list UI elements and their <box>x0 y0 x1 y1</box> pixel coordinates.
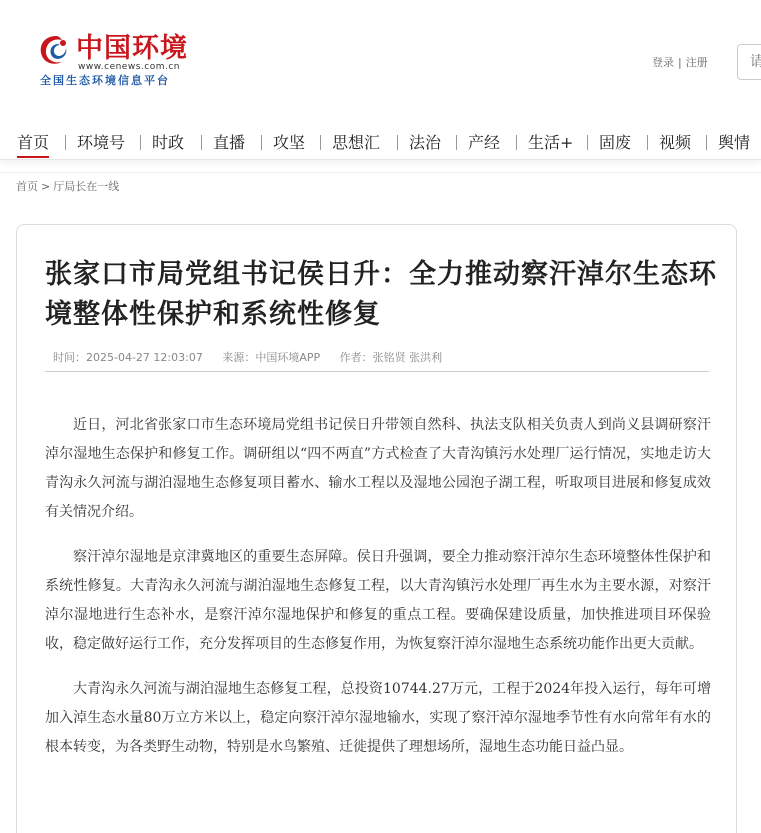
article-time: 时间：2025-04-27 12:03:07 <box>53 351 203 364</box>
logo-url: www.cenews.com.cn <box>78 62 180 72</box>
nav-separator <box>320 135 321 150</box>
auth-links <box>652 54 708 70</box>
nav-separator <box>261 135 262 150</box>
article-paragraph: 近日，河北省张家口市生态环境局党组书记侯日升带领自然科、执法支队相关负责人到尚义县调研察汗淖尔湿地生态保护和修复工作。调研组以“四不两直”方式检查了大青沟镇污水处理厂运行情况，实地走访大青沟永久河流与湖泊湿地生态修复项目蓄水、输水工程以及湿地公园泡子湖工程，听取项目进展和修复成效有关情况介绍。 <box>45 417 711 520</box>
nav-separator <box>706 135 707 150</box>
nav-item-ideas[interactable]: 思想汇 <box>332 133 381 152</box>
nav-item-life[interactable]: 生活+ <box>528 133 574 152</box>
auth-separator: | <box>678 56 682 69</box>
nav-item-politics[interactable]: 时政 <box>152 133 185 152</box>
logo-title: 中国环境 <box>76 33 188 64</box>
nav-item-home[interactable]: 首页 <box>17 130 49 158</box>
article-author: 作者：张铭贤 张洪利 <box>339 351 443 364</box>
breadcrumb-home[interactable]: 首页 <box>16 180 38 193</box>
article-source: 来源：中国环境APP <box>222 351 321 364</box>
login-link[interactable]: 登录 <box>652 56 674 69</box>
nav-item-industry[interactable]: 产经 <box>468 133 501 152</box>
nav-item-solid-waste[interactable]: 固废 <box>599 133 632 152</box>
breadcrumb-section[interactable]: 厅局长在一线 <box>53 180 120 193</box>
nav-separator <box>140 135 141 150</box>
header-divider <box>0 172 761 173</box>
nav-item-law[interactable]: 法治 <box>409 133 442 152</box>
article-body <box>45 411 711 778</box>
nav-separator <box>397 135 398 150</box>
search-input[interactable] <box>737 44 761 80</box>
nav-item-env-account[interactable]: 环境号 <box>77 133 126 152</box>
nav-item-live[interactable]: 直播 <box>213 133 246 152</box>
breadcrumb-separator: > <box>41 180 51 193</box>
main-nav <box>0 126 761 160</box>
article-paragraph: 大青沟永久河流与湖泊湿地生态修复工程，总投资10744.27万元，工程于2024年投入运行，每年可增加入淖生态水量80万立方米以上，稳定向察汗淖尔湿地输水，实现了察汗淖尔湿地季节性有水向常年有水的根本转变，为各类野生动物，特别是水鸟繁殖、迁徙提供了理想场所，湿地生态功能日益凸显。 <box>45 681 711 755</box>
register-link[interactable]: 注册 <box>685 56 708 69</box>
site-header <box>0 0 761 120</box>
logo-swirl-icon <box>36 32 76 68</box>
nav-separator <box>516 135 517 150</box>
nav-separator <box>587 135 588 150</box>
article-card <box>16 224 737 833</box>
article-meta <box>53 349 458 365</box>
nav-separator <box>201 135 202 150</box>
breadcrumb <box>16 178 119 194</box>
meta-divider <box>45 371 709 372</box>
article-title: 张家口市局党组书记侯日升：全力推动察汗淖尔生态环境整体性保护和系统性修复 <box>45 259 717 330</box>
nav-item-video[interactable]: 视频 <box>659 133 692 152</box>
site-logo[interactable] <box>36 26 206 90</box>
nav-item-campaign[interactable]: 攻坚 <box>273 133 306 152</box>
nav-separator <box>456 135 457 150</box>
nav-separator <box>647 135 648 150</box>
logo-slogan: 全国生态环境信息平台 <box>40 74 170 87</box>
article-paragraph: 察汗淖尔湿地是京津冀地区的重要生态屏障。侯日升强调，要全力推动察汗淖尔生态环境整体性保护和系统性修复。大青沟永久河流与湖泊湿地生态修复工程，以大青沟镇污水处理厂再生水为主要水源，对察汗淖尔湿地进行生态补水，是察汗淖尔湿地保护和修复的重点工程。要确保建设质量，加快推进项目环保验收，稳定做好运行工作，充分发挥项目的生态修复作用，为恢复察汗淖尔湿地生态系统功能作出更大贡献。 <box>45 549 711 652</box>
nav-item-public-opinion[interactable]: 舆情 <box>718 133 751 152</box>
nav-separator <box>65 135 66 150</box>
